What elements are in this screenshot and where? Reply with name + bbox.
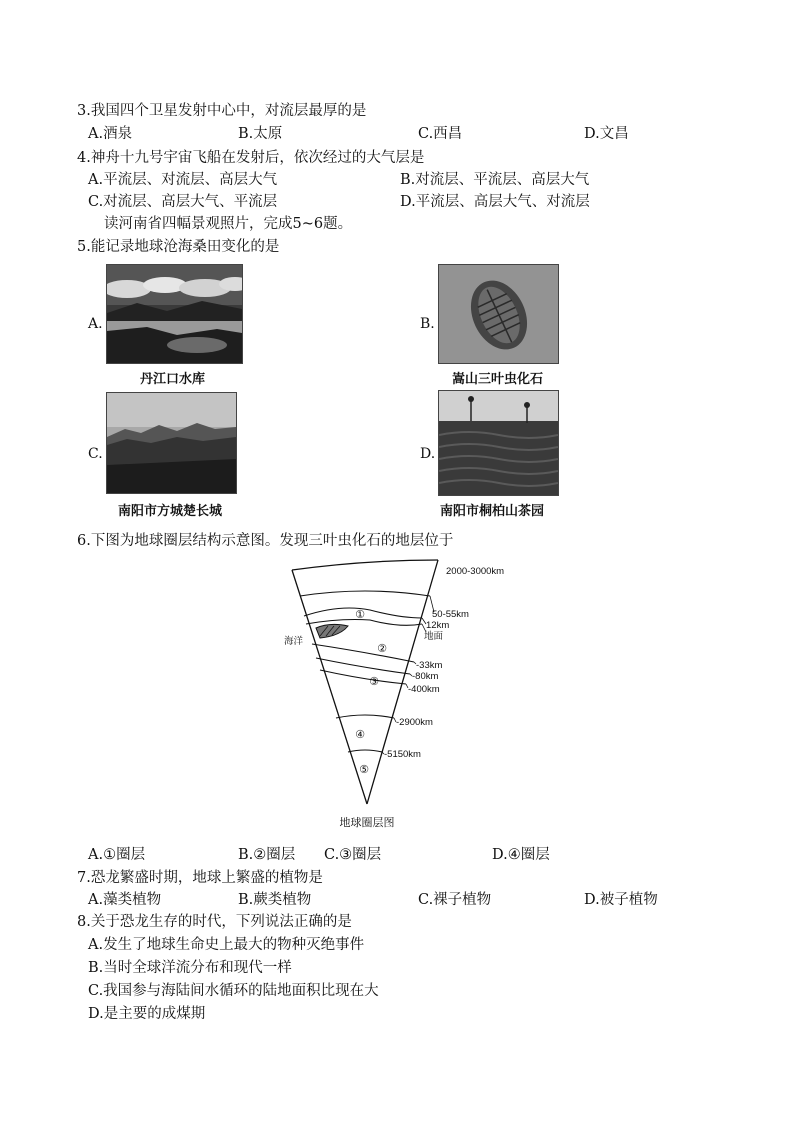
- q3-option-c: C.西昌: [418, 126, 463, 142]
- q3-option-d: D.文昌: [584, 126, 629, 142]
- label-ocean: 海洋: [284, 636, 304, 647]
- q4-option-a: A.平流层、对流层、高层大气: [88, 172, 278, 188]
- question-6-stem: 6.下图为地球圈层结构示意图。发现三叶虫化石的地层位于: [77, 533, 454, 549]
- label-12km: 12km: [426, 620, 450, 631]
- q7-option-b: B.蕨类植物: [238, 892, 312, 908]
- q8-option-d: D.是主要的成煤期: [88, 1006, 206, 1022]
- caption-c: 南阳市方城楚长城: [118, 504, 223, 519]
- ocean-shape: [316, 624, 348, 638]
- photo-c-letter: C.: [88, 446, 103, 462]
- q4-option-b: B.对流层、平流层、高层大气: [400, 172, 590, 188]
- photo-reservoir: [106, 264, 243, 364]
- label-33km: -33km: [416, 660, 443, 671]
- q6-option-a: A.①圈层: [88, 847, 146, 863]
- label-50-55km: 50-55km: [432, 609, 469, 620]
- q6-option-d: D.④圈层: [492, 847, 550, 863]
- q8-option-c: C.我国参与海陆间水循环的陆地面积比现在大: [88, 983, 379, 999]
- photo-tea-garden: [438, 390, 559, 496]
- circle-1: ①: [355, 608, 365, 621]
- q7-option-c: C.裸子植物: [418, 892, 492, 908]
- label-2900km: -2900km: [396, 717, 433, 728]
- outer-atmosphere-arc: [292, 560, 438, 570]
- q8-option-a: A.发生了地球生命史上最大的物种灭绝事件: [88, 937, 365, 953]
- label-400km: -400km: [408, 684, 440, 695]
- intro-5-6: 读河南省四幅景观照片，完成5~6题。: [104, 216, 353, 232]
- label-80km: -80km: [412, 671, 439, 682]
- label-ground: 地面: [424, 631, 444, 642]
- question-4-stem: 4.神舟十九号宇宙飞船在发射后，依次经过的大气层是: [77, 150, 425, 166]
- q7-option-d: D.被子植物: [584, 892, 658, 908]
- circle-4: ④: [355, 728, 365, 741]
- photo-trilobite: [438, 264, 559, 364]
- circle-2: ②: [377, 642, 387, 655]
- circle-3: ③: [369, 675, 379, 688]
- label-5150km: -5150km: [384, 749, 421, 760]
- q3-option-b: B.太原: [238, 126, 283, 142]
- q6-option-b: B.②圈层: [238, 847, 296, 863]
- question-5-stem: 5.能记录地球沧海桑田变化的是: [77, 239, 280, 255]
- circle-5: ⑤: [359, 763, 369, 776]
- photo-a-letter: A.: [88, 316, 103, 332]
- caption-a: 丹江口水库: [140, 372, 206, 387]
- photo-great-wall: [106, 392, 237, 494]
- question-3-stem: 3.我国四个卫星发射中心中，对流层最厚的是: [77, 103, 367, 119]
- caption-d: 南阳市桐柏山茶园: [440, 504, 545, 519]
- question-7-stem: 7.恐龙繁盛时期，地球上繁盛的植物是: [77, 870, 323, 886]
- earth-layers-diagram: [270, 556, 530, 836]
- q4-option-c: C.对流层、高层大气、平流层: [88, 194, 278, 210]
- q7-option-a: A.藻类植物: [88, 892, 162, 908]
- q8-option-b: B.当时全球洋流分布和现代一样: [88, 960, 292, 976]
- q4-option-d: D.平流层、高层大气、对流层: [400, 194, 590, 210]
- diagram-title: 地球圈层图: [339, 817, 395, 829]
- q6-option-c: C.③圈层: [324, 847, 382, 863]
- photo-d-letter: D.: [420, 446, 436, 462]
- label-2000-3000km: 2000-3000km: [446, 566, 505, 577]
- photo-b-letter: B.: [420, 316, 435, 332]
- caption-b: 嵩山三叶虫化石: [452, 372, 544, 387]
- wedge-left-edge: [292, 570, 367, 804]
- question-8-stem: 8.关于恐龙生存的时代，下列说法正确的是: [77, 914, 352, 930]
- q3-option-a: A.酒泉: [88, 126, 133, 142]
